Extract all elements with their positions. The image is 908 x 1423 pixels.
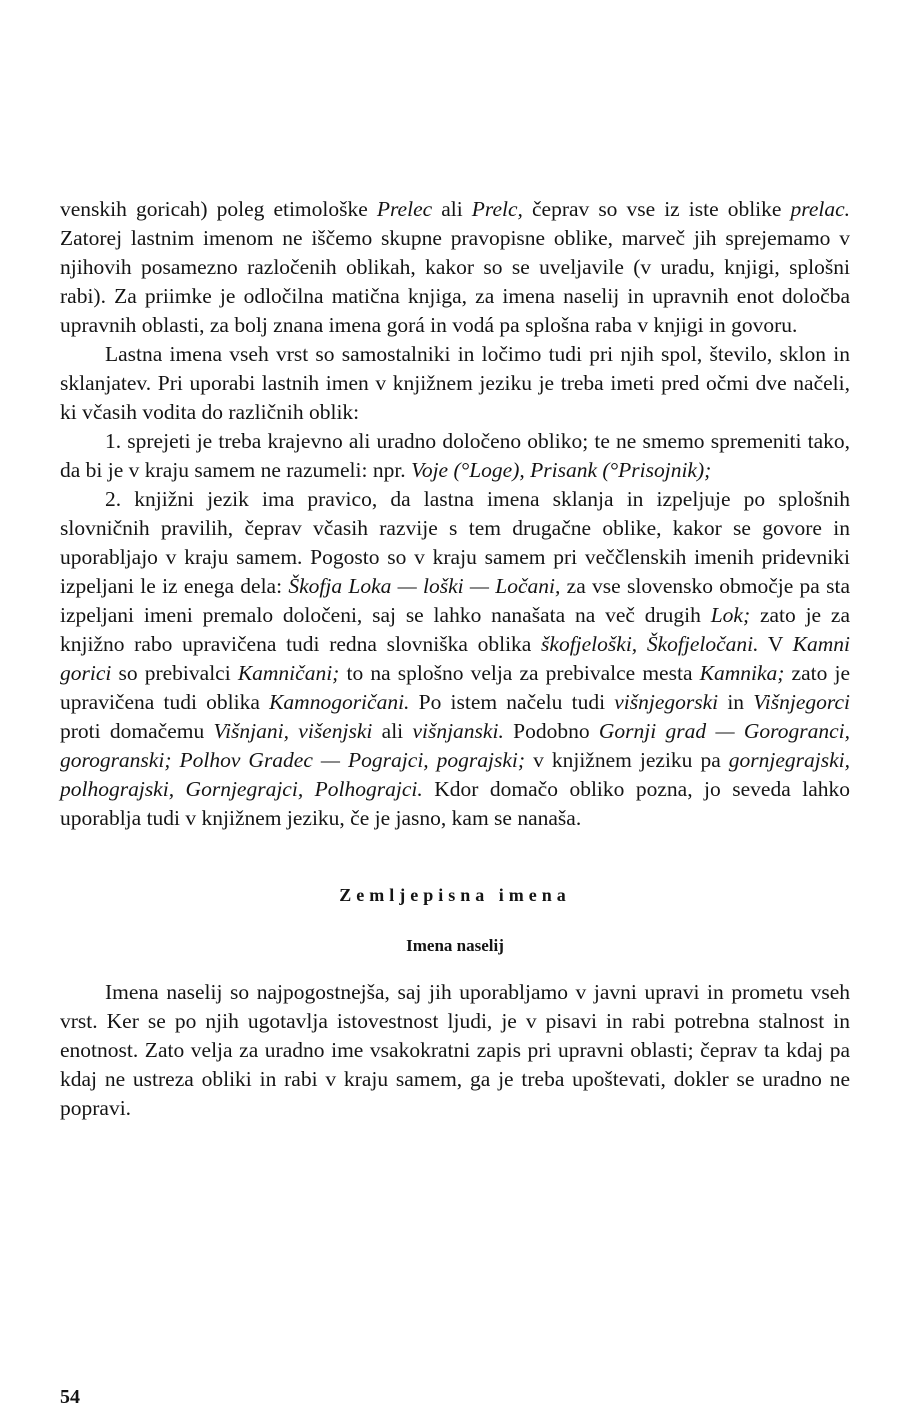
paragraph-1: venskih goricah) poleg etimološke Prelec ali Prelc, čeprav so vse iz iste oblike prelac. Zatorej lastnim imenom ne iščemo skupne pravopisne oblike, marveč jih sprejemamo v njihovih posamezno razločenih oblikah, kakor so se uveljavile (v uradu, knjigi, splošni rabi). Za priimke je odločilna matična knjiga, za imena naselij in upravnih enot določba upravnih oblasti, za bolj znana imena gorá in vodá pa splošna raba v knjigi in govoru.: [60, 197, 851, 337]
paragraph-4: 2. knjižni jezik ima pravico, da lastna imena sklanja in izpeljuje po splošnih slovničnih pravilih, čeprav včasih razvije s tem drugačne oblike, kakor se govore in uporabljajo v kraju samem. Pogosto so v kraju samem pri veččlenskih imenih pridevniki izpeljani le iz enega dela: Škofja Loka — loški — Ločani, za vse slovensko območje pa sta izpeljani imeni premalo določeni, saj se lahko nanašata na več drugih Lok; zato je za knjižno rabo upravičena tudi redna slovniška oblika škofjeloški, Škofjeločani. V Kamni gorici so prebivalci Kamničani; to na splošno velja za prebivalce mesta Kamnika; zato je upravičena tudi oblika Kamnogoričani. Po istem načelu tudi višnjegorski in Višnjegorci proti domačemu Višnjani, višenjski ali višnjanski. Podobno Gornji grad — Gorogranci, gorogranski; Polhov Gradec — Pograjci, pograjski; v knjižnem jeziku pa gornjegrajski, polhograjski, Gornjegrajci, Polhograjci. Kdor domačo obliko pozna, jo seveda lahko uporablja tudi v knjižnem jeziku, če je jasno, kam se nanaša.: [60, 487, 851, 830]
page-number: 54: [60, 1386, 80, 1408]
sub-heading: Imena naselij: [406, 936, 504, 955]
paragraph-3: 1. sprejeti je treba krajevno ali uradno določeno obliko; te ne smemo spremeniti tako, da bi je v kraju samem ne razumeli: npr. Voje (°Loge), Prisank (°Prisojnik);: [60, 429, 850, 482]
paragraph-5: Imena naselij so najpogostnejša, saj jih uporabljamo v javni upravi in prometu vseh vrst. Ker se po njih ugotavlja istovestnost ljudi, je v pisavi in rabi potrebna stalnost in enotnost. Zato velja za uradno ime vsakokratni zapis pri upravni oblasti; čeprav ta kdaj pa kdaj ne ustreza obliki in rabi v kraju samem, ga je treba upoštevati, dokler se uradno ne popravi.: [60, 980, 850, 1120]
page-body: [60, 195, 850, 1123]
section-heading: Zemljepisna imena: [339, 885, 571, 905]
paragraph-2: Lastna imena vseh vrst so samostalniki in ločimo tudi pri njih spol, število, sklon in sklanjatev. Pri uporabi lastnih imen v knjižnem jeziku je treba imeti pred očmi dve načeli, ki včasih vodita do različnih oblik:: [60, 342, 850, 424]
